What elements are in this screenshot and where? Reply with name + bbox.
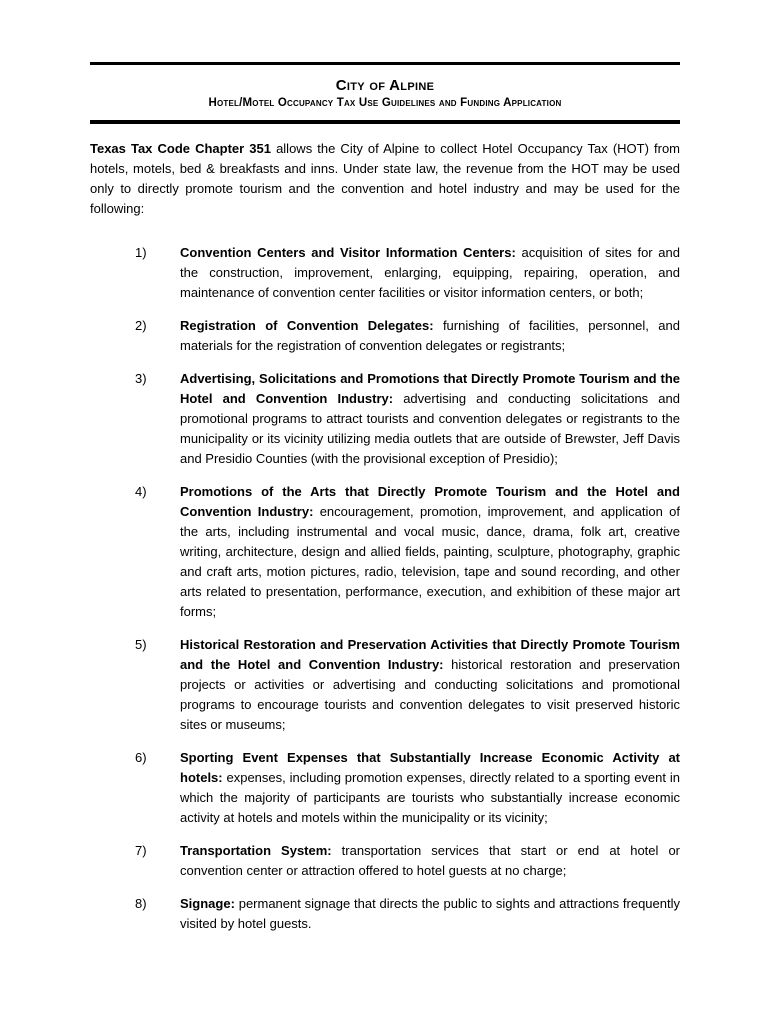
list-item-6 [90,748,680,828]
intro-bold-lead: Texas Tax Code Chapter 351 [90,141,271,156]
document-subtitle: Hotel/Motel Occupancy Tax Use Guidelines and Funding Application [208,97,562,109]
item-number: 1) [135,245,147,260]
header-horizontal-rule [90,120,680,124]
item-text: permanent signage that directs the public to sights and attractions frequently visited by hotel guests. [180,896,680,931]
item-number: 8) [135,896,147,911]
item-text: furnishing of facilities, personnel, and materials for the registration of convention delegates or registrants; [180,318,680,353]
item-body [180,316,680,356]
item-body [180,894,680,934]
item-number: 5) [135,637,147,652]
item-heading: Transportation System: [180,843,332,858]
item-text: expenses, including promotion expenses, directly related to a sporting event in which the majority of participants are tourists who substantially increase economic activity at hotels and motels within the municipality or its vicinity; [180,770,680,825]
item-text: historical restoration and preservation projects or activities or advertising and conducting solicitations and promotional programs to encourage tourists and convention delegates to visit preserved historic sites or museums; [180,657,681,732]
item-number: 4) [135,484,147,499]
item-heading: Historical Restoration and Preservation Activities that Directly Promote Tourism and the Hotel and Convention Industry: [180,637,680,672]
item-heading: Convention Centers and Visitor Information Centers: [180,245,516,260]
list-item-3 [90,369,680,469]
item-body [180,748,680,828]
item-heading: Registration of Convention Delegates: [180,318,434,333]
item-text: acquisition of sites for and the construction, improvement, enlarging, equipping, repairing, operation, and maintenance of convention center facilities or visitor information centers, or both; [180,245,680,300]
list-item-2 [90,316,680,356]
item-number: 6) [135,750,147,765]
item-body [180,369,680,469]
item-text: transportation services that start or end at hotel or convention center or attraction offered to hotel guests at no charge; [180,843,681,878]
list-item-7 [90,841,680,881]
list-item-8 [90,894,680,934]
document-title: City of Alpine [335,77,435,94]
item-heading: Promotions of the Arts that Directly Promote Tourism and the Hotel and Convention Industry: [180,484,680,519]
item-number: 7) [135,843,147,858]
item-heading: Signage: [180,896,235,911]
item-body [180,635,680,735]
item-number: 3) [135,371,147,386]
intro-paragraph [90,139,680,219]
list-item-1 [90,243,680,303]
item-heading: Advertising, Solicitations and Promotions that Directly Promote Tourism and the Hotel and Convention Industry: [180,371,680,406]
list-item-5 [90,635,680,735]
item-text: advertising and conducting solicitations and promotional programs to attract tourists and convention delegates or registrants to the municipality or its vicinity utilizing media outlets that are outside of Brewster, Jeff Davis and Presidio Counties (with the provisional exception of Presidio); [180,391,680,466]
hot-uses-list [90,243,680,934]
item-body [180,482,680,622]
item-body [180,841,680,881]
item-heading: Sporting Event Expenses that Substantially Increase Economic Activity at hotels: [180,750,680,785]
intro-text: allows the City of Alpine to collect Hotel Occupancy Tax (HOT) from hotels, motels, bed & breakfasts and inns. Under state law, the revenue from the HOT may be used only to directly promote tourism and the convention and hotel industry and may be used for the following: [90,141,680,216]
item-body [180,243,680,303]
list-item-4 [90,482,680,622]
item-number: 2) [135,318,147,333]
top-horizontal-rule [90,62,680,65]
item-text: encouragement, promotion, improvement, and application of the arts, including instrumental and vocal music, dance, drama, folk art, creative writing, architecture, design and allied fields, painting, sculpture, photography, graphic and craft arts, motion pictures, radio, television, tape and sound recording, and other arts related to presentation, performance, execution, and exhibition of these major art forms; [180,504,680,619]
